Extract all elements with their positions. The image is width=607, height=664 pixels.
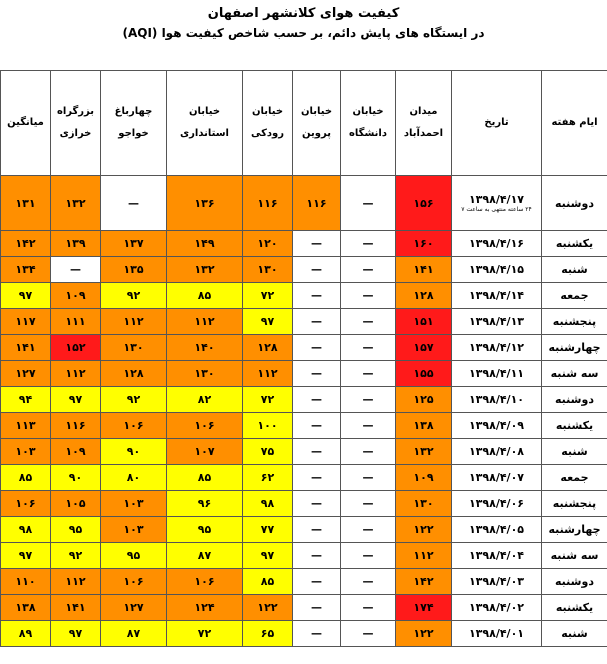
cell-date	[452, 569, 542, 595]
cell-day: جمعه	[542, 465, 607, 491]
cell-meydan: ۱۲۸	[396, 283, 452, 309]
cell-avg: ۱۱۷	[1, 309, 51, 335]
cell-date	[452, 595, 542, 621]
cell-daneshgah: —	[341, 335, 396, 361]
date-text: ۱۳۹۸/۴/۱۱	[468, 367, 525, 380]
table-row	[1, 257, 607, 283]
cell-avg: ۱۴۱	[1, 335, 51, 361]
cell-roodaki: ۹۷	[243, 543, 293, 569]
cell-parvin: —	[293, 439, 341, 465]
aqi-table	[0, 70, 607, 647]
date-text: ۱۳۹۸/۴/۰۸	[468, 445, 525, 458]
cell-day: چهارشنبه	[542, 335, 607, 361]
cell-kharazi: ۱۰۹	[51, 283, 101, 309]
cell-day: سه شنبه	[542, 543, 607, 569]
cell-parvin: —	[293, 569, 341, 595]
table-row	[1, 309, 607, 335]
header-meydan: میدان احمدآباد	[396, 71, 452, 176]
cell-meydan: ۱۳۲	[396, 439, 452, 465]
cell-day: یکشنبه	[542, 231, 607, 257]
date-note: ۲۴ ساعته منتهی به ساعت ۷	[461, 205, 532, 213]
header-kharazi: بزرگراه خرازی	[51, 71, 101, 176]
cell-meydan: ۱۵۱	[396, 309, 452, 335]
cell-avg: ۱۳۴	[1, 257, 51, 283]
date-text: ۱۳۹۸/۴/۰۲	[468, 601, 525, 614]
cell-kharazi: ۱۱۲	[51, 361, 101, 387]
cell-date	[452, 517, 542, 543]
cell-ostandari: ۱۴۹	[167, 231, 243, 257]
cell-date	[452, 439, 542, 465]
cell-meydan: ۱۴۲	[396, 569, 452, 595]
cell-meydan: ۱۶۰	[396, 231, 452, 257]
cell-day: پنجشنبه	[542, 309, 607, 335]
cell-daneshgah: —	[341, 465, 396, 491]
date-text: ۱۳۹۸/۴/۱۵	[468, 263, 525, 276]
cell-khajoo: ۹۵	[101, 543, 167, 569]
cell-kharazi: ۱۰۹	[51, 439, 101, 465]
cell-khajoo: ۹۰	[101, 439, 167, 465]
cell-date	[452, 335, 542, 361]
cell-parvin: —	[293, 387, 341, 413]
cell-roodaki: ۹۷	[243, 309, 293, 335]
table-row	[1, 176, 607, 231]
cell-meydan: ۱۴۱	[396, 257, 452, 283]
cell-meydan: ۱۰۹	[396, 465, 452, 491]
cell-ostandari: ۱۰۶	[167, 569, 243, 595]
cell-parvin: —	[293, 491, 341, 517]
cell-day: دوشنبه	[542, 176, 607, 231]
cell-khajoo: ۱۲۸	[101, 361, 167, 387]
cell-date	[452, 309, 542, 335]
cell-roodaki: ۷۷	[243, 517, 293, 543]
cell-date	[452, 283, 542, 309]
date-text: ۱۳۹۸/۴/۱۳	[468, 315, 525, 328]
cell-roodaki: ۱۲۲	[243, 595, 293, 621]
cell-ostandari: ۱۳۰	[167, 361, 243, 387]
cell-khajoo: ۹۲	[101, 387, 167, 413]
cell-meydan: ۱۷۴	[396, 595, 452, 621]
cell-roodaki: ۶۲	[243, 465, 293, 491]
table-row	[1, 595, 607, 621]
cell-kharazi: ۱۳۲	[51, 176, 101, 231]
header-ostandari: خیابان استانداری	[167, 71, 243, 176]
cell-meydan: ۱۵۷	[396, 335, 452, 361]
cell-daneshgah: —	[341, 595, 396, 621]
cell-roodaki: ۱۳۰	[243, 257, 293, 283]
cell-ostandari: ۸۵	[167, 465, 243, 491]
cell-parvin: —	[293, 465, 341, 491]
cell-date	[452, 621, 542, 647]
cell-day: یکشنبه	[542, 413, 607, 439]
cell-kharazi: ۱۳۹	[51, 231, 101, 257]
cell-daneshgah: —	[341, 231, 396, 257]
table-row	[1, 621, 607, 647]
cell-daneshgah: —	[341, 543, 396, 569]
cell-roodaki: ۱۲۰	[243, 231, 293, 257]
cell-roodaki: ۷۲	[243, 387, 293, 413]
table-row	[1, 439, 607, 465]
cell-roodaki: ۱۰۰	[243, 413, 293, 439]
header-day: ایام هفته	[542, 71, 607, 176]
table-row	[1, 387, 607, 413]
cell-day: جمعه	[542, 283, 607, 309]
cell-ostandari: ۱۳۲	[167, 257, 243, 283]
cell-day: یکشنبه	[542, 595, 607, 621]
cell-kharazi: ۱۱۱	[51, 309, 101, 335]
cell-avg: ۱۰۶	[1, 491, 51, 517]
cell-daneshgah: —	[341, 176, 396, 231]
table-row	[1, 361, 607, 387]
cell-parvin: —	[293, 595, 341, 621]
cell-date	[452, 465, 542, 491]
date-text: ۱۳۹۸/۴/۰۹	[468, 419, 525, 432]
cell-meydan: ۱۵۶	[396, 176, 452, 231]
cell-kharazi: ۱۵۲	[51, 335, 101, 361]
cell-day: سه شنبه	[542, 361, 607, 387]
cell-daneshgah: —	[341, 439, 396, 465]
cell-daneshgah: —	[341, 621, 396, 647]
cell-roodaki: ۱۱۲	[243, 361, 293, 387]
cell-ostandari: ۱۴۰	[167, 335, 243, 361]
cell-khajoo: ۸۰	[101, 465, 167, 491]
cell-khajoo: ۱۰۳	[101, 491, 167, 517]
cell-khajoo: ۱۰۶	[101, 569, 167, 595]
cell-roodaki: ۷۲	[243, 283, 293, 309]
cell-date	[452, 387, 542, 413]
date-text: ۱۳۹۸/۴/۰۷	[468, 471, 525, 484]
cell-ostandari: ۱۱۲	[167, 309, 243, 335]
cell-khajoo: ۱۱۲	[101, 309, 167, 335]
cell-kharazi: ۹۰	[51, 465, 101, 491]
date-text: ۱۳۹۸/۴/۱۰	[468, 393, 525, 406]
table-row	[1, 465, 607, 491]
cell-parvin: —	[293, 257, 341, 283]
cell-meydan: ۱۳۸	[396, 413, 452, 439]
cell-avg: ۱۳۸	[1, 595, 51, 621]
cell-parvin: —	[293, 231, 341, 257]
cell-ostandari: ۸۷	[167, 543, 243, 569]
cell-khajoo: ۱۳۵	[101, 257, 167, 283]
cell-meydan: ۱۲۲	[396, 517, 452, 543]
date-text: ۱۳۹۸/۴/۰۴	[468, 549, 525, 562]
cell-daneshgah: —	[341, 257, 396, 283]
cell-avg: ۱۲۷	[1, 361, 51, 387]
cell-kharazi: ۹۷	[51, 621, 101, 647]
date-text: ۱۳۹۸/۴/۰۳	[468, 575, 525, 588]
header-date: تاریخ	[452, 71, 542, 176]
cell-day: چهارشنبه	[542, 517, 607, 543]
cell-day: دوشنبه	[542, 387, 607, 413]
cell-avg: ۸۹	[1, 621, 51, 647]
page-title: کیفیت هوای کلانشهر اصفهان	[207, 6, 400, 21]
header-row	[1, 71, 607, 176]
cell-kharazi: ۹۷	[51, 387, 101, 413]
cell-avg: ۹۴	[1, 387, 51, 413]
cell-avg: ۱۳۱	[1, 176, 51, 231]
date-text: ۱۳۹۸/۴/۰۱	[468, 627, 525, 640]
cell-daneshgah: —	[341, 309, 396, 335]
cell-roodaki: ۱۲۸	[243, 335, 293, 361]
table-row	[1, 413, 607, 439]
date-text: ۱۳۹۸/۴/۱۴	[468, 289, 525, 302]
cell-ostandari: ۹۵	[167, 517, 243, 543]
cell-ostandari: ۸۵	[167, 283, 243, 309]
cell-ostandari: ۱۰۶	[167, 413, 243, 439]
header-daneshgah: خیابان دانشگاه	[341, 71, 396, 176]
cell-kharazi: ۱۱۶	[51, 413, 101, 439]
cell-daneshgah: —	[341, 517, 396, 543]
cell-date	[452, 176, 542, 231]
cell-date	[452, 257, 542, 283]
cell-ostandari: ۸۲	[167, 387, 243, 413]
cell-roodaki: ۱۱۶	[243, 176, 293, 231]
cell-meydan: ۱۳۰	[396, 491, 452, 517]
cell-parvin: ۱۱۶	[293, 176, 341, 231]
cell-parvin: —	[293, 517, 341, 543]
cell-daneshgah: —	[341, 569, 396, 595]
cell-avg: ۱۴۲	[1, 231, 51, 257]
cell-day: شنبه	[542, 439, 607, 465]
cell-roodaki: ۶۵	[243, 621, 293, 647]
cell-kharazi: ۱۰۵	[51, 491, 101, 517]
cell-kharazi: ۹۵	[51, 517, 101, 543]
cell-kharazi: ۹۲	[51, 543, 101, 569]
cell-date	[452, 231, 542, 257]
cell-avg: ۹۷	[1, 283, 51, 309]
cell-ostandari: ۷۲	[167, 621, 243, 647]
cell-roodaki: ۸۵	[243, 569, 293, 595]
table-row	[1, 569, 607, 595]
cell-parvin: —	[293, 413, 341, 439]
cell-ostandari: ۱۰۷	[167, 439, 243, 465]
page-subtitle: در ایستگاه های پایش دائم، بر حسب شاخص کیفیت هوا (AQI)	[122, 26, 485, 40]
cell-day: شنبه	[542, 257, 607, 283]
cell-date	[452, 361, 542, 387]
cell-ostandari: ۱۳۶	[167, 176, 243, 231]
date-text: ۱۳۹۸/۴/۰۵	[468, 523, 525, 536]
cell-meydan: ۱۲۲	[396, 621, 452, 647]
cell-khajoo: ۱۰۶	[101, 413, 167, 439]
cell-khajoo: ۱۰۳	[101, 517, 167, 543]
cell-meydan: ۱۵۵	[396, 361, 452, 387]
cell-day: پنجشنبه	[542, 491, 607, 517]
cell-daneshgah: —	[341, 413, 396, 439]
cell-kharazi: ۱۴۱	[51, 595, 101, 621]
cell-day: دوشنبه	[542, 569, 607, 595]
cell-avg: ۸۵	[1, 465, 51, 491]
cell-parvin: —	[293, 283, 341, 309]
cell-parvin: —	[293, 361, 341, 387]
header-parvin: خیابان پروین	[293, 71, 341, 176]
cell-date	[452, 543, 542, 569]
cell-parvin: —	[293, 335, 341, 361]
header-roodaki: خیابان رودکی	[243, 71, 293, 176]
table-row	[1, 335, 607, 361]
cell-day: شنبه	[542, 621, 607, 647]
cell-khajoo: ۱۲۷	[101, 595, 167, 621]
header-avg: میانگین	[1, 71, 51, 176]
cell-meydan: ۱۱۲	[396, 543, 452, 569]
cell-avg: ۱۰۳	[1, 439, 51, 465]
cell-daneshgah: —	[341, 283, 396, 309]
cell-parvin: —	[293, 309, 341, 335]
date-text: ۱۳۹۸/۴/۱۲	[468, 341, 525, 354]
cell-avg: ۹۸	[1, 517, 51, 543]
table-row	[1, 491, 607, 517]
table-row	[1, 543, 607, 569]
cell-avg: ۱۱۳	[1, 413, 51, 439]
cell-avg: ۹۷	[1, 543, 51, 569]
cell-kharazi: ۱۱۲	[51, 569, 101, 595]
cell-ostandari: ۹۶	[167, 491, 243, 517]
cell-date	[452, 413, 542, 439]
cell-parvin: —	[293, 621, 341, 647]
cell-khajoo: ۸۷	[101, 621, 167, 647]
date-text: ۱۳۹۸/۴/۰۶	[468, 497, 525, 510]
table-row	[1, 231, 607, 257]
table-row	[1, 517, 607, 543]
cell-daneshgah: —	[341, 361, 396, 387]
cell-khajoo: ۱۳۷	[101, 231, 167, 257]
date-text: ۱۳۹۸/۴/۱۶	[468, 237, 525, 250]
cell-avg: ۱۱۰	[1, 569, 51, 595]
header-khajoo: چهارباغ خواجو	[101, 71, 167, 176]
cell-khajoo: —	[101, 176, 167, 231]
cell-kharazi: —	[51, 257, 101, 283]
cell-parvin: —	[293, 543, 341, 569]
cell-roodaki: ۹۸	[243, 491, 293, 517]
cell-meydan: ۱۲۵	[396, 387, 452, 413]
cell-date	[452, 491, 542, 517]
date-text: ۱۳۹۸/۴/۱۷	[468, 192, 525, 206]
cell-daneshgah: —	[341, 491, 396, 517]
cell-khajoo: ۱۳۰	[101, 335, 167, 361]
cell-roodaki: ۷۵	[243, 439, 293, 465]
cell-daneshgah: —	[341, 387, 396, 413]
table-row	[1, 283, 607, 309]
cell-ostandari: ۱۲۴	[167, 595, 243, 621]
cell-khajoo: ۹۲	[101, 283, 167, 309]
